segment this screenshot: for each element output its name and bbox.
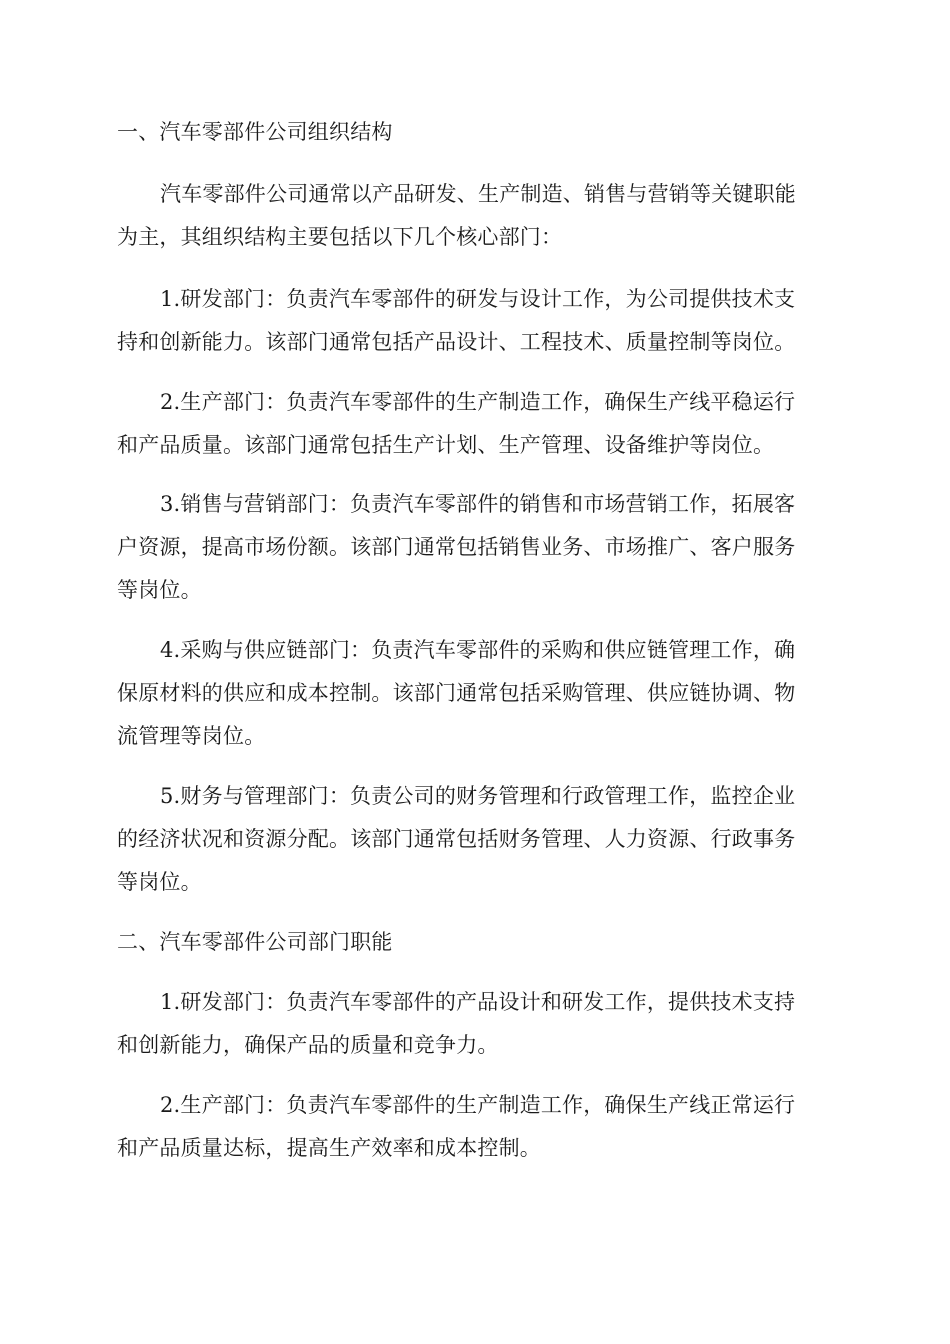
paragraph-line: 2.生产部门：负责汽车零部件的生产制造工作，确保生产线正常运行 (160, 1093, 796, 1117)
paragraph-line: 5.财务与管理部门：负责公司的财务管理和行政管理工作，监控企业 (160, 784, 796, 808)
paragraph-line: 和创新能力，确保产品的质量和竞争力。 (117, 1033, 499, 1057)
paragraph-line: 保原材料的供应和成本控制。该部门通常包括采购管理、供应链协调、物 (117, 681, 796, 705)
paragraph-line: 户资源，提高市场份额。该部门通常包括销售业务、市场推广、客户服务 (117, 535, 796, 559)
section1-heading: 一、汽车零部件公司组织结构 (117, 120, 393, 144)
paragraph-line: 流管理等岗位。 (117, 724, 266, 748)
paragraph-line: 4.采购与供应链部门：负责汽车零部件的采购和供应链管理工作，确 (160, 638, 796, 662)
paragraph-line: 等岗位。 (117, 870, 202, 894)
paragraph-line: 等岗位。 (117, 578, 202, 602)
paragraph-line: 的经济状况和资源分配。该部门通常包括财务管理、人力资源、行政事务 (117, 827, 796, 851)
paragraph-line: 为主，其组织结构主要包括以下几个核心部门： (117, 225, 563, 249)
paragraph-line: 1.研发部门：负责汽车零部件的研发与设计工作，为公司提供技术支 (160, 287, 796, 311)
paragraph-line: 3.销售与营销部门：负责汽车零部件的销售和市场营销工作，拓展客 (160, 492, 796, 516)
paragraph-line: 2.生产部门：负责汽车零部件的生产制造工作，确保生产线平稳运行 (160, 390, 796, 414)
paragraph-line: 和产品质量达标，提高生产效率和成本控制。 (117, 1136, 541, 1160)
paragraph-line: 持和创新能力。该部门通常包括产品设计、工程技术、质量控制等岗位。 (117, 330, 796, 354)
paragraph-line: 和产品质量。该部门通常包括生产计划、生产管理、设备维护等岗位。 (117, 433, 775, 457)
section2-heading: 二、汽车零部件公司部门职能 (117, 930, 393, 954)
paragraph-line: 1.研发部门：负责汽车零部件的产品设计和研发工作，提供技术支持 (160, 990, 796, 1014)
paragraph-line: 汽车零部件公司通常以产品研发、生产制造、销售与营销等关键职能 (160, 182, 796, 206)
